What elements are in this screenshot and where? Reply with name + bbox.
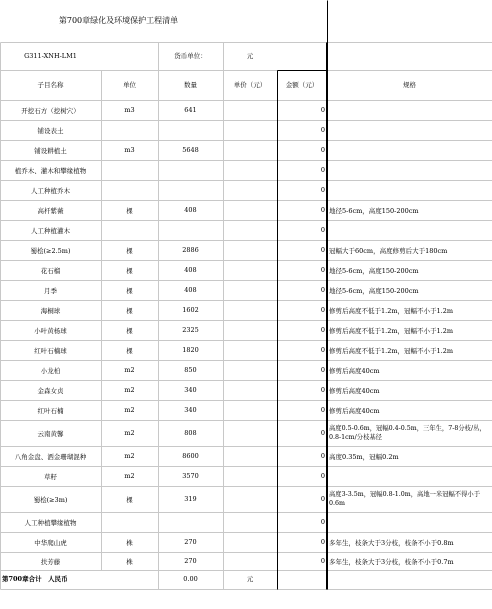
item-spec: 高度0.5-0.6m，冠幅0.4-0.5m，三年生，7-8分枝/丛，0.8-1cm/分枝基径 xyxy=(329,425,486,441)
item-unit-price xyxy=(223,420,277,446)
item-unit: 棵 xyxy=(126,206,133,215)
item-unit: 棵 xyxy=(126,306,133,315)
item-name: 金森女贞 xyxy=(37,386,64,395)
item-amount: 0 xyxy=(320,452,325,460)
item-amount: 0 xyxy=(320,206,325,214)
item-name: 人工种植攀缘植物 xyxy=(24,518,77,527)
item-name: 红叶石楠球 xyxy=(34,346,67,355)
item-name: 铺设耕植土 xyxy=(34,146,67,155)
item-unit-price xyxy=(223,360,277,380)
item-name: 铺设表土 xyxy=(37,126,64,135)
footer-total-label: 第700章合计 人民币 xyxy=(2,575,68,583)
item-unit: 株 xyxy=(126,557,133,566)
header-quantity: 数量 xyxy=(184,81,197,89)
item-unit-price xyxy=(223,320,277,340)
item-quantity: 2886 xyxy=(182,246,199,254)
item-name: 草籽 xyxy=(44,472,57,481)
item-unit-price xyxy=(223,552,277,570)
item-amount: 0 xyxy=(320,266,325,274)
item-name: 人工种植乔木 xyxy=(31,186,70,195)
item-spec: 地径5-6cm，高度150-200cm xyxy=(329,266,419,275)
item-spec xyxy=(327,180,492,200)
footer-total-value: 0.00 xyxy=(183,575,198,583)
item-unit: 棵 xyxy=(126,266,133,275)
table-row xyxy=(0,280,492,300)
item-unit: 株 xyxy=(126,538,133,547)
item-unit xyxy=(101,220,158,240)
item-name: 云南黄馨 xyxy=(37,429,64,438)
header-unit: 单位 xyxy=(123,81,136,89)
item-quantity: 808 xyxy=(184,429,197,437)
item-quantity: 5648 xyxy=(182,146,199,154)
item-unit: m2 xyxy=(124,452,135,460)
item-name: 蜀桧(≥3m) xyxy=(33,495,68,504)
item-unit: 棵 xyxy=(126,246,133,255)
item-quantity: 340 xyxy=(184,406,197,414)
item-unit: m2 xyxy=(124,366,135,374)
item-name: 八角金盘、洒金珊瑚混种 xyxy=(14,452,87,461)
item-spec: 多年生，枝条大于3分枝，枝条不小于0.7m xyxy=(329,557,454,566)
table-row xyxy=(0,466,492,486)
item-spec xyxy=(327,512,492,532)
item-amount: 0 xyxy=(320,557,325,565)
table-row xyxy=(0,552,492,570)
item-spec: 地径5-6cm，高度150-200cm xyxy=(329,206,419,215)
item-unit: 棵 xyxy=(126,495,133,504)
item-quantity xyxy=(158,220,223,240)
item-unit-price xyxy=(223,160,277,180)
table-row xyxy=(0,220,492,240)
table-row xyxy=(0,160,492,180)
item-spec xyxy=(327,466,492,486)
item-unit-price xyxy=(223,100,277,120)
item-spec xyxy=(327,140,492,160)
item-unit-price xyxy=(223,140,277,160)
table-row xyxy=(0,180,492,200)
item-quantity xyxy=(158,180,223,200)
table-row xyxy=(0,120,492,140)
item-unit-price xyxy=(223,512,277,532)
item-unit xyxy=(101,180,158,200)
item-name: 开挖石方（挖树穴） xyxy=(21,106,80,115)
item-amount: 0 xyxy=(320,495,325,503)
item-amount: 0 xyxy=(320,306,325,314)
sheet-title: 第700章绿化及环境保护工程清单 xyxy=(58,16,179,25)
item-name: 中华爬山虎 xyxy=(34,538,67,547)
item-amount: 0 xyxy=(320,126,325,134)
item-quantity xyxy=(158,160,223,180)
table-row xyxy=(0,200,492,220)
item-spec: 冠幅大于60cm，高度修剪后大于180cm xyxy=(329,246,448,255)
item-quantity: 2325 xyxy=(182,326,199,334)
item-unit: m3 xyxy=(124,106,135,114)
item-amount: 0 xyxy=(320,429,325,437)
item-unit: 棵 xyxy=(126,326,133,335)
table-row xyxy=(0,400,492,420)
item-name: 红叶石楠 xyxy=(37,406,64,415)
item-amount: 0 xyxy=(320,326,325,334)
item-unit-price xyxy=(223,446,277,466)
item-spec xyxy=(327,160,492,180)
item-spec: 地径5-6cm，高度150-200cm xyxy=(329,286,419,295)
item-amount: 0 xyxy=(320,286,325,294)
item-name: 高杆紫薇 xyxy=(37,206,64,215)
table-row xyxy=(0,260,492,280)
item-unit-price xyxy=(223,120,277,140)
item-quantity: 408 xyxy=(184,206,197,214)
item-name: 扶芳藤 xyxy=(40,557,61,566)
item-name: 月季 xyxy=(44,286,57,295)
item-unit: m2 xyxy=(124,406,135,414)
item-spec xyxy=(327,120,492,140)
item-name: 人工种植灌木 xyxy=(31,226,70,235)
item-quantity: 270 xyxy=(184,557,197,565)
item-unit-price xyxy=(223,180,277,200)
item-amount: 0 xyxy=(320,346,325,354)
item-unit: m2 xyxy=(124,429,135,437)
currency-value: 元 xyxy=(246,52,254,60)
item-amount: 0 xyxy=(320,538,325,546)
item-spec: 修剪后高度不低于1.2m，冠幅不小于1.2m xyxy=(329,326,454,335)
table-row xyxy=(0,512,492,532)
item-unit-price xyxy=(223,400,277,420)
item-amount: 0 xyxy=(320,106,325,114)
item-unit-price xyxy=(223,200,277,220)
item-spec: 修剪后高度不低于1.2m，冠幅不小于1.2m xyxy=(329,346,454,355)
table-row xyxy=(0,240,492,260)
table-row xyxy=(0,446,492,466)
item-unit-price xyxy=(223,220,277,240)
item-amount: 0 xyxy=(320,146,325,154)
item-name: 海桐球 xyxy=(40,306,61,315)
item-quantity xyxy=(158,512,223,532)
table-row xyxy=(0,380,492,400)
table-row xyxy=(0,100,492,120)
item-unit-price xyxy=(223,340,277,360)
item-quantity: 408 xyxy=(184,286,197,294)
footer-currency: 元 xyxy=(246,575,254,583)
item-unit-price xyxy=(223,532,277,552)
item-unit-price xyxy=(223,280,277,300)
item-name: 小龙柏 xyxy=(40,366,61,375)
project-code: G311-XNH-LM1 xyxy=(24,52,77,60)
item-quantity: 641 xyxy=(184,106,197,114)
item-unit xyxy=(101,160,158,180)
item-name: 花石榴 xyxy=(40,266,61,275)
item-unit: m3 xyxy=(124,146,135,154)
item-spec: 修剪后高度40cm xyxy=(329,386,380,395)
currency-label: 货币单位： xyxy=(174,52,207,60)
table-row xyxy=(0,340,492,360)
item-unit xyxy=(101,120,158,140)
item-quantity: 340 xyxy=(184,386,197,394)
item-spec: 修剪后高度40cm xyxy=(329,366,380,375)
item-unit: m2 xyxy=(124,386,135,394)
item-amount: 0 xyxy=(320,472,325,480)
item-quantity: 319 xyxy=(184,495,197,503)
item-amount: 0 xyxy=(320,226,325,234)
item-quantity: 1602 xyxy=(182,306,199,314)
table-row xyxy=(0,532,492,552)
header-amount: 金额（元） xyxy=(285,81,319,89)
table-row xyxy=(0,486,492,512)
item-quantity xyxy=(158,120,223,140)
item-amount: 0 xyxy=(320,186,325,194)
item-spec: 多年生，枝条大于3分枝，枝条不小于0.8m xyxy=(329,538,454,547)
item-spec: 修剪后高度40cm xyxy=(329,406,380,415)
item-spec: 高度0.35m，冠幅0.2m xyxy=(329,452,399,461)
table-row xyxy=(0,300,492,320)
item-unit-price xyxy=(223,486,277,512)
table-row xyxy=(0,320,492,340)
item-amount: 0 xyxy=(320,518,325,526)
header-spec: 规格 xyxy=(403,81,416,89)
item-unit xyxy=(101,512,158,532)
item-quantity: 3570 xyxy=(182,472,199,480)
item-amount: 0 xyxy=(320,386,325,394)
item-quantity: 8600 xyxy=(182,452,199,460)
item-spec: 高度3-3.5m，冠幅0.8-1.0m，高地一米冠幅不得小于0.6m xyxy=(329,491,480,507)
item-amount: 0 xyxy=(320,366,325,374)
item-quantity: 408 xyxy=(184,266,197,274)
item-spec: 修剪后高度不低于1.2m，冠幅不小于1.2m xyxy=(329,306,454,315)
item-unit-price xyxy=(223,240,277,260)
item-amount: 0 xyxy=(320,246,325,254)
item-unit-price xyxy=(223,300,277,320)
table-row xyxy=(0,140,492,160)
table-row xyxy=(0,360,492,380)
item-unit: m2 xyxy=(124,472,135,480)
item-unit: 棵 xyxy=(126,346,133,355)
header-unit-price: 单价（元） xyxy=(233,81,267,89)
item-name: 小叶黄杨球 xyxy=(34,326,67,335)
item-quantity: 1820 xyxy=(182,346,199,354)
item-spec xyxy=(327,100,492,120)
item-unit-price xyxy=(223,380,277,400)
item-unit-price xyxy=(223,466,277,486)
item-unit-price xyxy=(223,260,277,280)
item-spec xyxy=(327,220,492,240)
table-row xyxy=(0,420,492,446)
item-amount: 0 xyxy=(320,406,325,414)
item-name: 植乔木、灌木和攀缘植物 xyxy=(14,166,87,175)
item-quantity: 850 xyxy=(184,366,197,374)
header-name: 子目名称 xyxy=(37,81,64,89)
item-unit: 棵 xyxy=(126,286,133,295)
item-amount: 0 xyxy=(320,166,325,174)
item-quantity: 270 xyxy=(184,538,197,546)
item-name: 蜀桧(≥2.5m) xyxy=(30,246,71,255)
